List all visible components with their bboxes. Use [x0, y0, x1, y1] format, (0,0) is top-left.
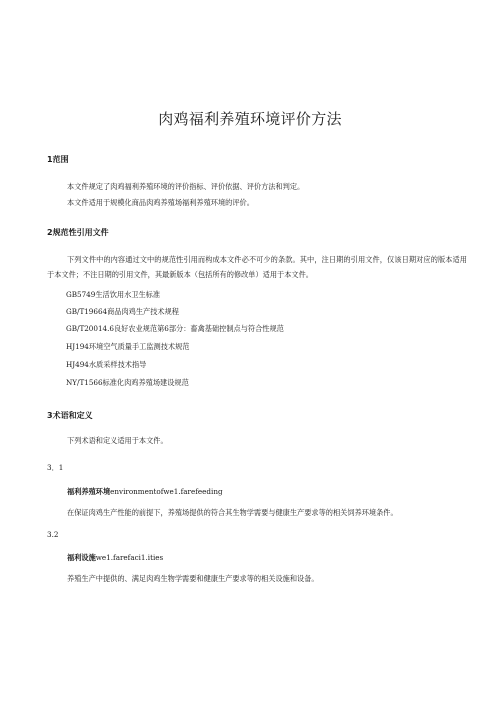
- term-number: 3.2: [47, 530, 59, 539]
- reference-item: HJ194环境空气质量手工监测技术规范: [66, 342, 190, 351]
- references-intro: 下列文件中的内容通过文中的规范性引用而构成本文件必不可少的条款。其中，注日期的引用文件，仅该日期对应的版本适用于本文件；不注日期的引用文件，其最新版本（包括所有的修改单）适用于本文件。: [47, 255, 467, 279]
- document-title: 肉鸡福利养殖环境评价方法: [158, 110, 342, 128]
- term-title-cn: 福利设施: [67, 553, 96, 562]
- reference-item: GB/T19664商品肉鸡生产技术规程: [66, 307, 179, 316]
- scope-line-1: 本文件规定了肉鸡福利养殖环境的评价指标、评价依据、评价方法和判定。: [67, 182, 305, 191]
- term-title-en: environmentofwe1.farefeeding: [110, 487, 223, 496]
- scope-line-2: 本文件适用于规模化商品肉鸡养殖场福利养殖环境的评价。: [67, 198, 254, 207]
- term-title-en: we1.farefaci1.ities: [95, 553, 164, 562]
- terms-intro: 下列术语和定义适用于本文件。: [67, 436, 168, 445]
- reference-item: GB/T20014.6良好农业规范第6部分：畜禽基础控制点与符合性规范: [66, 324, 284, 333]
- reference-item: NY/T1566标准化肉鸡养殖场建设规范: [66, 378, 189, 387]
- term-title-cn: 福利养殖环境: [67, 487, 111, 496]
- term-number: 3．1: [47, 463, 64, 472]
- section-heading-scope: 1范围: [47, 155, 69, 164]
- reference-item: GB5749生活饮用水卫生标准: [66, 290, 161, 299]
- reference-item: HJ494水质采样技术指导: [66, 360, 147, 369]
- term-definition: 在保证肉鸡生产性能的前提下，养殖场提供的符合其生物学需要与健康生产要求等的相关饲养环境条件。: [67, 508, 398, 517]
- section-heading-normative-references: 2规范性引用文件: [47, 228, 109, 237]
- term-heading: [67, 487, 223, 497]
- section-heading-terms: 3术语和定义: [47, 411, 93, 420]
- term-definition: 养殖生产中提供的、满足肉鸡生物学需要和健康生产要求等的相关设施和设备。: [67, 574, 319, 583]
- term-heading: [67, 553, 163, 563]
